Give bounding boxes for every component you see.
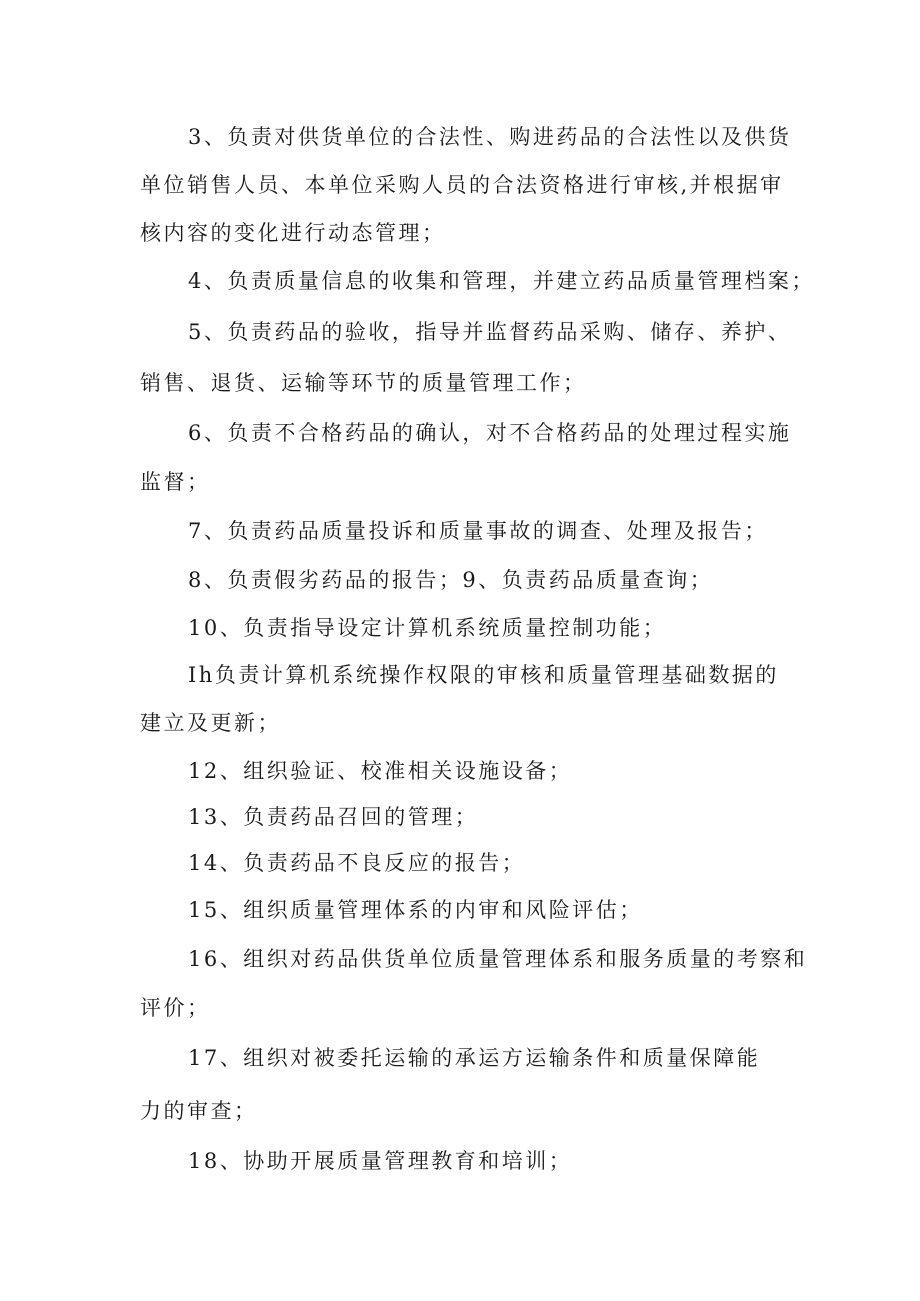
text-line-item-4: 4、负责质量信息的收集和管理，并建立药品质量管理档案； (188, 269, 815, 293)
text-line-item-3-end: 核内容的变化进行动态管理； (140, 221, 446, 245)
text-line-item-12: 12、组织验证、校准相关设施设备； (188, 759, 573, 783)
text-line-item-6-end: 监督； (140, 470, 211, 494)
text-line-item-6-start: 6、负责不合格药品的确认，对不合格药品的处理过程实施 (188, 421, 792, 445)
text-line-item-14: 14、负责药品不良反应的报告； (188, 851, 526, 875)
text-line-item-16-end: 评价； (140, 996, 211, 1020)
text-line-item-17-start: 17、组织对被委托运输的承运方运输条件和质量保障能 (188, 1046, 761, 1070)
text-line-item-5-start: 5、负责药品的验收，指导并监督药品采购、储存、养护、 (188, 320, 792, 344)
text-line-item-3-cont: 单位销售人员、本单位采购人员的合法资格进行审核,并根据审 (140, 173, 784, 197)
text-line-item-8-9: 8、负责假劣药品的报告；9、负责药品质量查询； (188, 568, 714, 592)
text-line-item-17-end: 力的审查； (140, 1099, 258, 1123)
text-line-item-7: 7、负责药品质量投诉和质量事故的调查、处理及报告； (188, 519, 768, 543)
text-line-item-10: 10、负责指导设定计算机系统质量控制功能； (188, 616, 667, 640)
text-line-item-15: 15、组织质量管理体系的内审和风险评估； (188, 898, 643, 922)
text-line-item-16-start: 16、组织对药品供货单位质量管理体系和服务质量的考察和 (188, 947, 808, 971)
text-line-item-11-start: Ih负责计算机系统操作权限的审核和质量管理基础数据的 (188, 663, 779, 687)
text-line-item-5-end: 销售、退货、运输等环节的质量管理工作； (140, 371, 587, 395)
text-line-item-18: 18、协助开展质量管理教育和培训； (188, 1149, 573, 1173)
text-line-item-11-end: 建立及更新； (140, 711, 281, 735)
text-line-item-3-start: 3、负责对供货单位的合法性、购进药品的合法性以及供货 (188, 125, 792, 149)
text-line-item-13: 13、负责药品召回的管理； (188, 805, 479, 829)
